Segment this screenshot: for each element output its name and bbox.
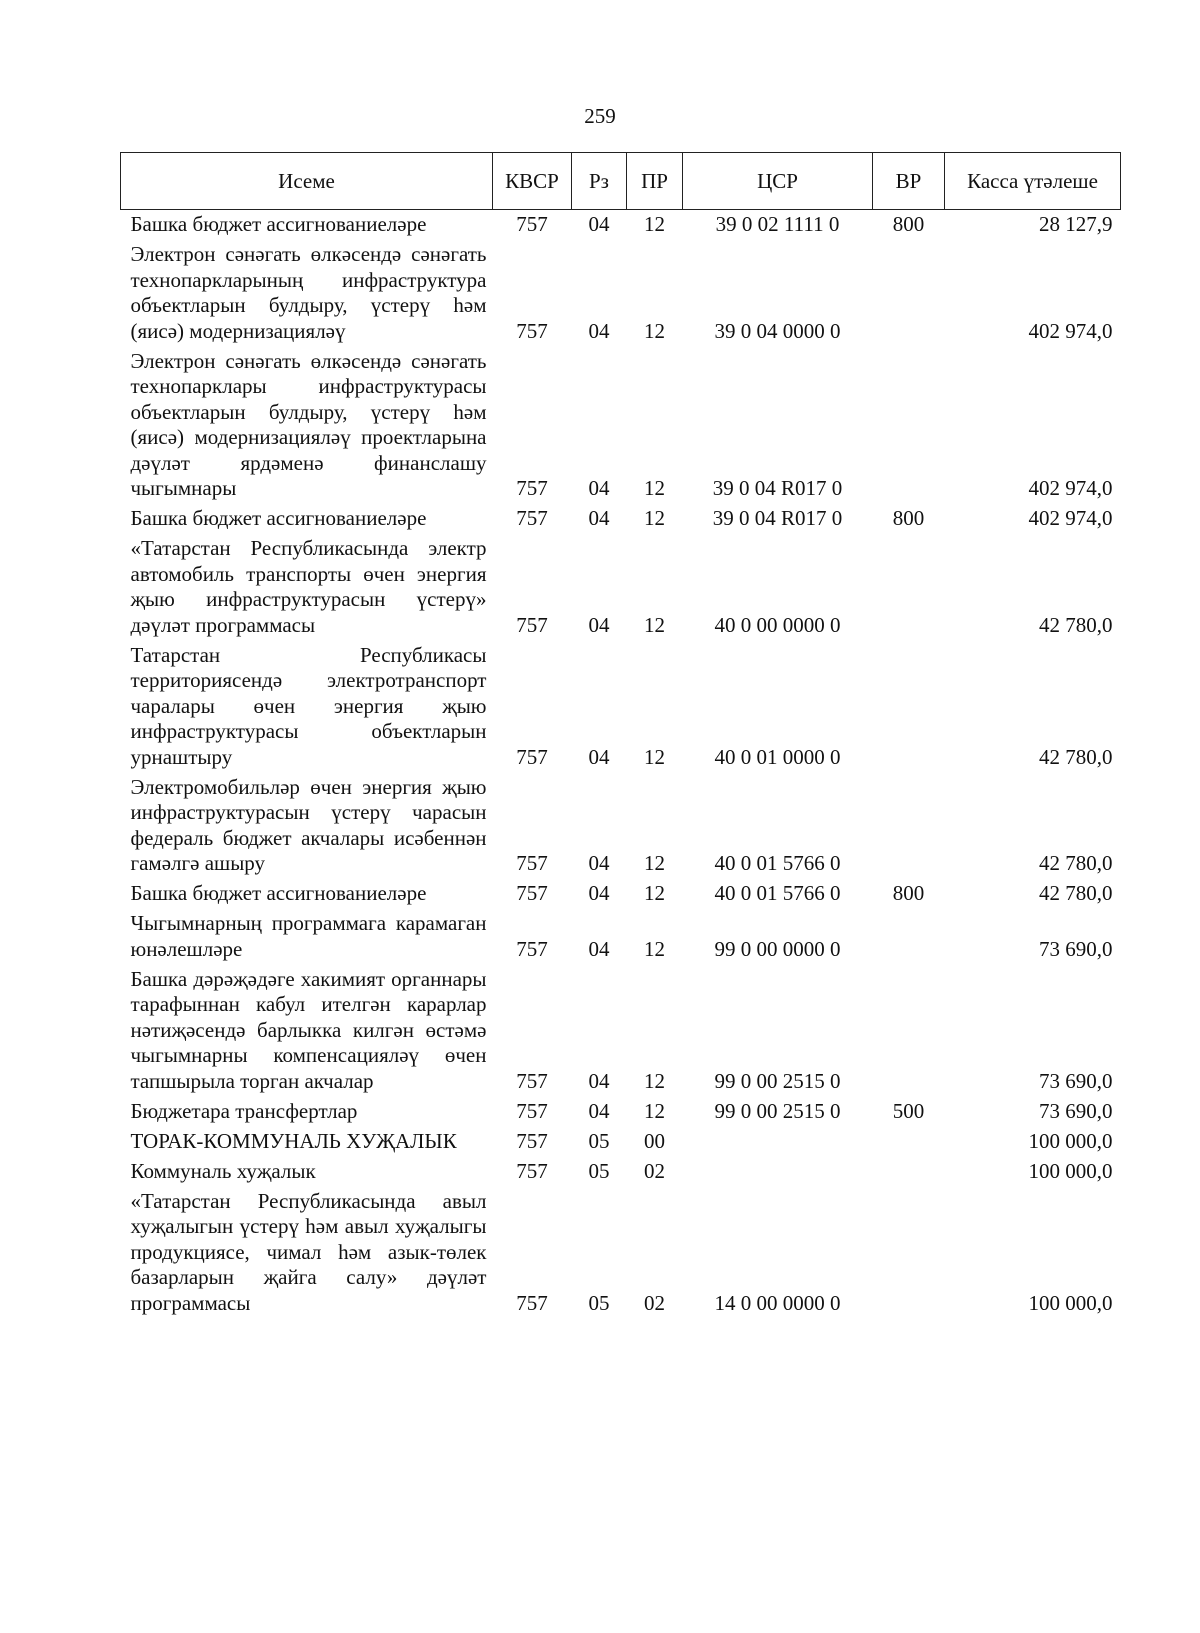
row-pr: 00 [644, 1128, 665, 1153]
row-name: Электрон сәнәгать өлкәсендә сәнәгать технопаркларының инфраструктура объектларын булдыру, үстерү һәм (яисә) модернизацияләү [130, 242, 487, 343]
row-kvsr: 757 [516, 881, 548, 905]
row-pr: 12 [644, 744, 665, 769]
row-sum: 402 974,0 [1028, 318, 1113, 343]
row-vr [873, 1129, 945, 1159]
row-csr: 39 0 04 R017 0 [712, 506, 843, 530]
table-body [121, 210, 1121, 1321]
row-pr: 12 [644, 612, 665, 637]
row-csr: 40 0 01 5766 0 [714, 881, 841, 905]
row-pr: 12 [644, 212, 665, 236]
row-rz: 04 [588, 476, 610, 500]
row-name: Башка бюджет ассигнованиеләре [130, 212, 427, 236]
table-row [121, 967, 1121, 1099]
row-name: ТОРАК-КОММУНАЛЬ ХУҖАЛЫК [130, 1128, 457, 1153]
header-csr: ЦСР [683, 153, 873, 210]
table-row [121, 210, 1121, 243]
row-csr: 99 0 00 0000 0 [714, 936, 841, 961]
row-pr: 02 [644, 1290, 665, 1315]
row-kvsr: 757 [516, 744, 548, 769]
table-row [121, 775, 1121, 882]
row-rz: 04 [588, 212, 610, 236]
row-rz: 04 [588, 612, 610, 637]
row-rz: 05 [588, 1158, 610, 1183]
row-name: «Татарстан Республикасында авыл хуҗалыгын үстерү һәм авыл хуҗалыгы продукциясе, чимал һәм азык-төлек базарларын җайга салу» дәүләт программасы [130, 1188, 487, 1315]
table-row [121, 536, 1121, 643]
row-pr: 12 [644, 476, 665, 500]
budget-table [120, 152, 1121, 1321]
row-pr: 12 [644, 1098, 665, 1123]
row-kvsr: 757 [516, 612, 548, 637]
row-rz: 04 [588, 1098, 610, 1123]
row-csr [683, 1159, 873, 1189]
row-sum: 402 974,0 [1028, 476, 1113, 500]
row-name: Чыгымнарның программага карамаган юнәлешләре [130, 911, 487, 961]
row-rz: 04 [588, 318, 610, 343]
row-kvsr: 757 [516, 1068, 548, 1093]
row-kvsr: 757 [516, 1290, 548, 1315]
table-row [121, 1099, 1121, 1129]
row-csr: 99 0 00 2515 0 [714, 1098, 841, 1123]
row-pr: 12 [644, 318, 665, 343]
table-row [121, 881, 1121, 911]
row-kvsr: 757 [516, 476, 548, 500]
row-rz: 04 [588, 936, 610, 961]
table-header [121, 153, 1121, 210]
row-kvsr: 757 [516, 936, 548, 961]
row-kvsr: 757 [516, 212, 548, 236]
row-name: Коммуналь хуҗалык [130, 1158, 316, 1183]
row-vr [873, 536, 945, 643]
row-csr: 14 0 00 0000 0 [714, 1290, 841, 1315]
row-pr: 12 [644, 1068, 665, 1093]
row-pr: 12 [644, 936, 665, 961]
row-name: Башка дәрәҗәдәге хакимият органнары тарафыннан кабул ителгән карарлар нәтиҗәсендә барлыкка килгән өстәмә чыгымнарны компенсацияләү өчен тапшырыла торган акчалар [130, 966, 487, 1093]
row-pr: 12 [644, 506, 665, 530]
row-csr: 39 0 04 R017 0 [712, 476, 843, 500]
row-kvsr: 757 [516, 851, 548, 875]
row-rz: 04 [588, 506, 610, 530]
row-csr: 40 0 01 5766 0 [714, 851, 841, 875]
row-rz: 05 [588, 1128, 610, 1153]
row-kvsr: 757 [516, 1158, 548, 1183]
header-row [121, 153, 1121, 210]
row-csr: 39 0 04 0000 0 [714, 318, 841, 343]
row-kvsr: 757 [516, 1098, 548, 1123]
row-name: Бюджетара трансфертлар [130, 1098, 358, 1123]
row-vr [873, 775, 945, 882]
row-sum: 73 690,0 [1039, 1068, 1113, 1093]
row-rz: 04 [588, 851, 610, 875]
header-vr: ВР [873, 153, 945, 210]
row-pr: 12 [644, 851, 665, 875]
header-name: Исеме [121, 153, 493, 210]
row-vr: 800 [892, 506, 925, 530]
table-row [121, 1189, 1121, 1321]
row-rz: 04 [588, 881, 610, 905]
row-kvsr: 757 [516, 318, 548, 343]
row-name: Электрон сәнәгать өлкәсендә сәнәгать технопарклары инфраструктурасы объектларын булдыру, үстерү һәм (яисә) модернизацияләү проектларына дәүләт ярдәменә финанслашу чыгымнары [130, 348, 487, 500]
header-sum: Касса үтәлеше [945, 153, 1121, 210]
row-name: «Татарстан Республикасында электр автомобиль транспорты өчен энергия җыю инфраструктурасын үстерү» дәүләт программасы [130, 536, 487, 637]
row-sum: 73 690,0 [1039, 936, 1113, 961]
table-row [121, 1129, 1121, 1159]
row-sum: 42 780,0 [1039, 612, 1113, 637]
table-row [121, 242, 1121, 349]
row-csr [683, 1129, 873, 1159]
row-vr [873, 1159, 945, 1189]
row-vr [873, 242, 945, 349]
row-csr: 40 0 00 0000 0 [714, 612, 841, 637]
row-vr [873, 1189, 945, 1321]
row-name: Татарстан Республикасы территориясендә электротранспорт чаралары өчен энергия җыю инфраструктурасы объектларын урнаштыру [130, 642, 487, 769]
row-vr [873, 911, 945, 967]
row-sum: 42 780,0 [1039, 851, 1113, 875]
table-row [121, 643, 1121, 775]
row-sum: 42 780,0 [1039, 881, 1113, 905]
row-rz: 05 [588, 1290, 610, 1315]
row-sum: 402 974,0 [1028, 506, 1113, 530]
table-row [121, 1159, 1121, 1189]
row-kvsr: 757 [516, 1128, 548, 1153]
row-name: Электромобильләр өчен энергия җыю инфраструктурасын үстерү чарасын федераль бюджет акчалары исәбеннән гамәлгә ашыру [130, 774, 487, 875]
row-name: Башка бюджет ассигнованиеләре [130, 881, 427, 905]
page-number: 259 [584, 104, 616, 128]
row-vr [873, 349, 945, 507]
row-vr [873, 967, 945, 1099]
row-sum: 100 000,0 [1028, 1128, 1113, 1153]
row-vr: 800 [892, 212, 925, 236]
header-pr: ПР [627, 153, 683, 210]
row-rz: 04 [588, 1068, 610, 1093]
row-sum: 100 000,0 [1028, 1290, 1113, 1315]
row-pr: 02 [644, 1158, 665, 1183]
table-row [121, 506, 1121, 536]
row-sum: 42 780,0 [1039, 744, 1113, 769]
row-vr: 500 [892, 1098, 925, 1123]
row-csr: 39 0 02 1111 0 [715, 212, 840, 236]
row-vr [873, 643, 945, 775]
row-csr: 40 0 01 0000 0 [714, 744, 841, 769]
row-pr: 12 [644, 881, 665, 905]
row-kvsr: 757 [516, 506, 548, 530]
row-csr: 99 0 00 2515 0 [714, 1068, 841, 1093]
row-rz: 04 [588, 744, 610, 769]
row-sum: 100 000,0 [1028, 1158, 1113, 1183]
row-sum: 28 127,9 [1039, 212, 1113, 236]
row-sum: 73 690,0 [1039, 1098, 1113, 1123]
header-kvsr: КВСР [493, 153, 572, 210]
table-row [121, 911, 1121, 967]
header-rz: Рз [572, 153, 627, 210]
row-name: Башка бюджет ассигнованиеләре [130, 506, 427, 530]
row-vr: 800 [892, 881, 925, 905]
table-row [121, 349, 1121, 507]
